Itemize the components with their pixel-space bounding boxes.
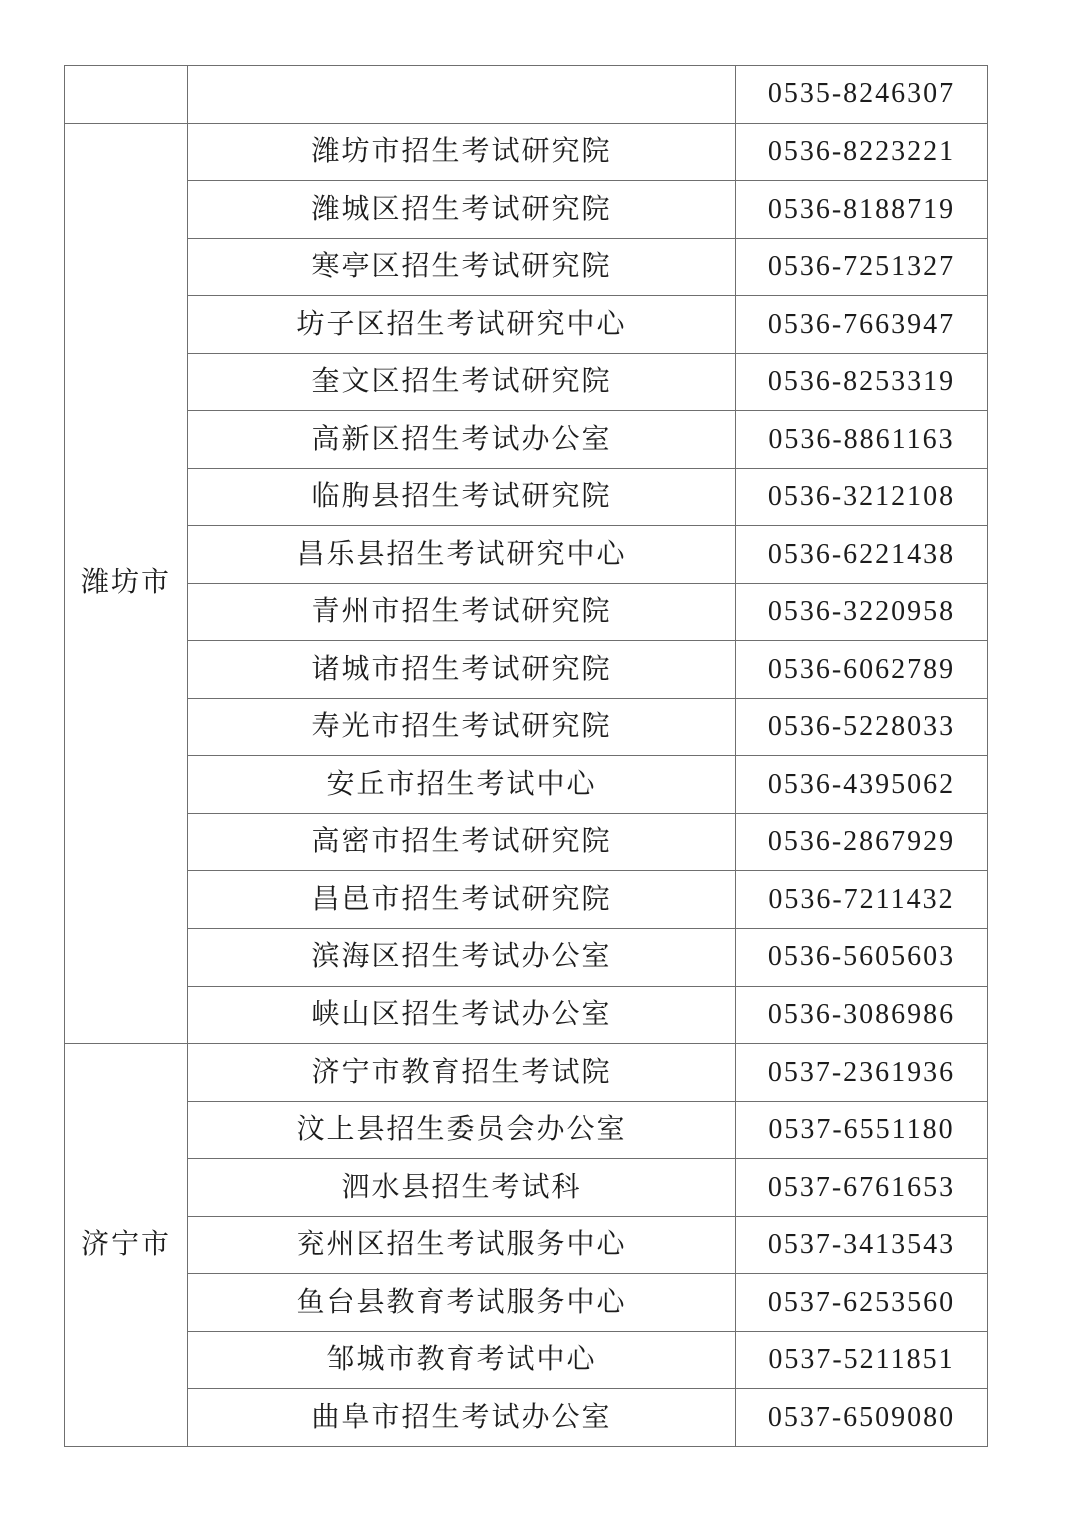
phone-cell: 0537-6761653 (736, 1159, 988, 1217)
phone-cell: 0537-5211851 (736, 1331, 988, 1389)
phone-cell: 0536-4395062 (736, 756, 988, 814)
table-row (65, 468, 988, 526)
office-cell: 寿光市招生考试研究院 (188, 698, 736, 756)
phone-cell: 0536-7663947 (736, 296, 988, 354)
phone-cell: 0536-3212108 (736, 468, 988, 526)
phone-cell: 0536-7251327 (736, 238, 988, 296)
office-cell: 诸城市招生考试研究院 (188, 641, 736, 699)
phone-cell: 0536-8253319 (736, 353, 988, 411)
table-row (65, 698, 988, 756)
office-cell (188, 66, 736, 124)
phone-cell: 0536-3220958 (736, 583, 988, 641)
table-row (65, 1216, 988, 1274)
office-cell: 奎文区招生考试研究院 (188, 353, 736, 411)
office-cell: 滨海区招生考试办公室 (188, 928, 736, 986)
phone-cell: 0536-8861163 (736, 411, 988, 469)
table-row (65, 871, 988, 929)
contact-table-body (65, 66, 988, 1447)
table-row (65, 583, 988, 641)
office-cell: 安丘市招生考试中心 (188, 756, 736, 814)
table-row (65, 1389, 988, 1447)
phone-cell: 0537-6253560 (736, 1274, 988, 1332)
table-row-carryover (65, 66, 988, 124)
phone-cell: 0537-2361936 (736, 1044, 988, 1102)
office-cell: 济宁市教育招生考试院 (188, 1044, 736, 1102)
admissions-contact-table (64, 65, 988, 1447)
office-cell: 寒亭区招生考试研究院 (188, 238, 736, 296)
phone-cell: 0536-5228033 (736, 698, 988, 756)
table-row (65, 813, 988, 871)
office-cell: 潍坊市招生考试研究院 (188, 123, 736, 181)
table-row (65, 353, 988, 411)
office-cell: 昌乐县招生考试研究中心 (188, 526, 736, 584)
table-row (65, 756, 988, 814)
phone-cell: 0537-6509080 (736, 1389, 988, 1447)
table-row (65, 1159, 988, 1217)
city-cell-carryover (65, 66, 188, 124)
office-cell: 邹城市教育考试中心 (188, 1331, 736, 1389)
table-row (65, 411, 988, 469)
phone-cell: 0536-8188719 (736, 181, 988, 239)
phone-cell: 0537-6551180 (736, 1101, 988, 1159)
phone-cell: 0536-2867929 (736, 813, 988, 871)
table-row (65, 526, 988, 584)
table-row (65, 123, 988, 181)
office-cell: 鱼台县教育考试服务中心 (188, 1274, 736, 1332)
table-row (65, 1044, 988, 1102)
office-cell: 昌邑市招生考试研究院 (188, 871, 736, 929)
office-cell: 临朐县招生考试研究院 (188, 468, 736, 526)
table-row (65, 1331, 988, 1389)
table-row (65, 238, 988, 296)
table-row (65, 986, 988, 1044)
phone-cell: 0536-8223221 (736, 123, 988, 181)
office-cell: 潍城区招生考试研究院 (188, 181, 736, 239)
phone-cell: 0536-7211432 (736, 871, 988, 929)
phone-cell: 0536-6062789 (736, 641, 988, 699)
table-row (65, 296, 988, 354)
office-cell: 曲阜市招生考试办公室 (188, 1389, 736, 1447)
office-cell: 峡山区招生考试办公室 (188, 986, 736, 1044)
office-cell: 高新区招生考试办公室 (188, 411, 736, 469)
table-row (65, 1101, 988, 1159)
table-row (65, 181, 988, 239)
city-cell: 潍坊市 (65, 123, 188, 1044)
phone-cell: 0536-3086986 (736, 986, 988, 1044)
phone-cell: 0537-3413543 (736, 1216, 988, 1274)
office-cell: 汶上县招生委员会办公室 (188, 1101, 736, 1159)
office-cell: 坊子区招生考试研究中心 (188, 296, 736, 354)
phone-cell: 0536-5605603 (736, 928, 988, 986)
city-cell: 济宁市 (65, 1044, 188, 1447)
table-row (65, 641, 988, 699)
office-cell: 青州市招生考试研究院 (188, 583, 736, 641)
office-cell: 泗水县招生考试科 (188, 1159, 736, 1217)
office-cell: 高密市招生考试研究院 (188, 813, 736, 871)
phone-cell: 0536-6221438 (736, 526, 988, 584)
phone-cell: 0535-8246307 (736, 66, 988, 124)
table-row (65, 928, 988, 986)
office-cell: 兖州区招生考试服务中心 (188, 1216, 736, 1274)
table-row (65, 1274, 988, 1332)
